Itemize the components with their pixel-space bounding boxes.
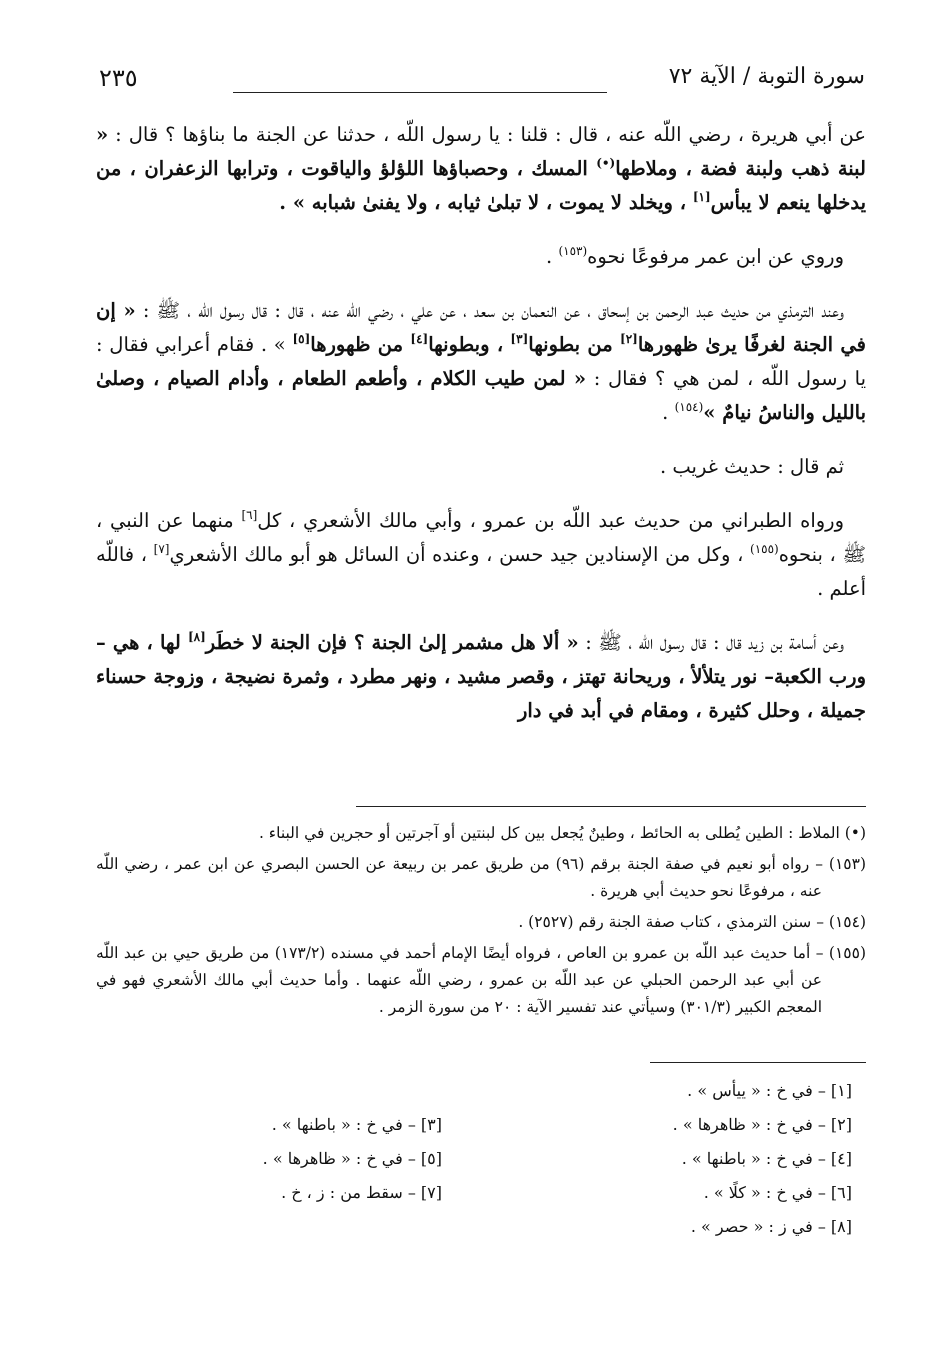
text-span: وعند الترمذي من حديث عبد الرحمن بن إسحاق ، عن النعمان بن سعد ، عن علي ، رضي اللّه عنه ، قال : قال رسول اللّه ، ﷺ :	[135, 299, 844, 322]
note-marker: (١٥٤)	[674, 400, 704, 414]
variant-item: [٤] – في خ : « باطنها » .	[681, 1149, 852, 1168]
paragraph-tabarani	[96, 504, 866, 606]
footnote-item: (•) الملاط : الطين يُطلى به الحائط ، وطينٌ يُجعل بين كل لبنتين أو آجرتين أو حجرين في البناء .	[258, 824, 866, 842]
note-marker: [٧]	[153, 542, 170, 556]
variant-readings-right	[632, 1074, 852, 1244]
variant-item: [٣] – في خ : « باطنها » .	[271, 1115, 442, 1134]
footnote-item: (١٥٤) – سنن الترمذي ، كتاب صفة الجنة رقم (٢٥٢٧) .	[518, 913, 866, 931]
text-span: ورواه الطبراني من حديث عبد اللّه بن عمرو ، وأبي مالك الأشعري ، كل	[257, 509, 844, 532]
variant-item: [١] – في خ : « ييأس » .	[687, 1081, 852, 1100]
variant-item: [٨] – في ز : « حصر » .	[690, 1217, 852, 1236]
note-marker: [٨]	[187, 630, 206, 644]
text-span: « ألا هل مشمر إلىٰ الجنة ؟ فإن الجنة لا خطَر	[205, 631, 579, 654]
note-marker: (•)	[596, 156, 616, 170]
footnotes	[96, 820, 866, 1025]
footnote-item: (١٥٣) – رواه أبو نعيم في صفة الجنة برقم (٩٦) من طريق عمر بن ربيعة عن الحسن البصري عن ابن عمر ، رضي اللّه عنه ، مرفوعًا نحو حديث أبي هريرة .	[96, 855, 866, 900]
note-marker: [٢]	[620, 332, 638, 346]
text-span: ، فاللّه أعلم .	[96, 543, 866, 600]
variant-item: [٧] – سقط من : ز ، خ .	[281, 1183, 442, 1202]
paragraph-gharib: ثم قال : حديث غريب .	[660, 455, 844, 478]
variants-rule	[650, 1062, 866, 1063]
note-marker: [٣]	[510, 332, 529, 346]
paragraph-ibn-umar	[96, 240, 866, 274]
page-header	[95, 58, 865, 98]
text-span: لها ، هي –ورب الكعبة– نور يتلألأ ، وريحانة تهتز ، وقصر مشيد ، ونهر مطرد ، وثمرة نضيجة ، وزوجة حسناء جميلة ، وحلل كثيرة ، ومقام في أبد في دار	[96, 631, 866, 722]
main-text	[96, 118, 866, 748]
text-span: عن أبي هريرة ، رضي اللّه عنه ، قال : قلنا : يا رسول اللّه ، حدثنا عن الجنة ما بناؤها ؟ قال :	[108, 123, 866, 146]
text-span: وعن أسامة بن زيد قال : قال رسول اللّه ، ﷺ :	[578, 631, 845, 654]
text-span: ، ويخلد لا يموت ، لا تبلىٰ ثيابه ، ولا يفنىٰ شبابه » .	[279, 191, 693, 214]
text-span: من بطونها	[528, 333, 621, 356]
note-marker: (١٥٣)	[558, 244, 588, 258]
text-span: وروي عن ابن عمر مرفوعًا نحوه	[587, 245, 844, 268]
paragraph-usama	[96, 626, 866, 728]
variant-readings-left	[222, 1108, 442, 1210]
paragraph-abu-hurayra	[96, 118, 866, 220]
variant-item: [٦] – في خ : « كلًا » .	[703, 1183, 852, 1202]
note-marker: [٦]	[241, 508, 258, 522]
note-marker: (١٥٥)	[750, 542, 779, 556]
text-span: المسك ، وحصباؤها اللؤلؤ والياقوت ، وترابها الزعفران ، من يدخلها ينعم لا يبأس	[96, 157, 866, 214]
footnote-item: (١٥٥) – أما حديث عبد اللّه بن عمرو بن العاص ، فرواه أيضًا الإمام أحمد في مسنده (١٧٣/٢) من طريق حيي بن عبد اللّه عن أبي عبد الرحمن الحبلي عن عبد اللّه بن عمرو ، رضي اللّه عنهما . وأما حديث أبي مالك الأشعري فهو في المعجم الكبير (٣٠١/٣) وسيأتي عند تفسير الآية : ٢٠ من سورة الزمر .	[96, 944, 867, 1016]
variant-item: [٢] – في خ : « ظاهرها » .	[672, 1115, 852, 1134]
paragraph-tirmidhi	[96, 294, 866, 430]
text-span: ، وكل من الإسنادين جيد حسن ، وعنده أن السائل هو أبو مالك الأشعري	[169, 543, 750, 566]
text-span: .	[662, 401, 675, 424]
note-marker: [٥]	[292, 332, 311, 346]
text-span: منهما عن النبي ، ﷺ ، بنحوه	[96, 509, 866, 566]
running-title: سورة التوبة / الآية ٧٢	[668, 64, 865, 89]
text-span: « لمن طيب الكلام ، وأطعم الطعام ، وأدام الصيام ، وصلىٰ بالليل والناسُ نيامٌ »	[96, 367, 866, 424]
text-span: .	[546, 245, 559, 268]
text-span: « لبنة ذهب ولبنة فضة ، وملاطها	[96, 123, 867, 180]
variant-item: [٥] – في خ : « ظاهرها » .	[262, 1149, 442, 1168]
text-span: » . فقام أعرابي فقال : يا رسول اللّه ، لمن هي ؟ فقال :	[96, 333, 866, 390]
page-number: ٢٣٥	[99, 64, 138, 92]
text-span: من ظهورها	[310, 333, 411, 356]
note-marker: [١]	[692, 190, 711, 204]
text-span: ، وبطونها	[428, 333, 511, 356]
note-marker: [٤]	[410, 332, 429, 346]
text-span: « إن في الجنة لغرفًا يرىٰ ظهورها	[96, 299, 866, 356]
footnote-rule	[356, 806, 866, 807]
header-rule	[233, 92, 607, 93]
